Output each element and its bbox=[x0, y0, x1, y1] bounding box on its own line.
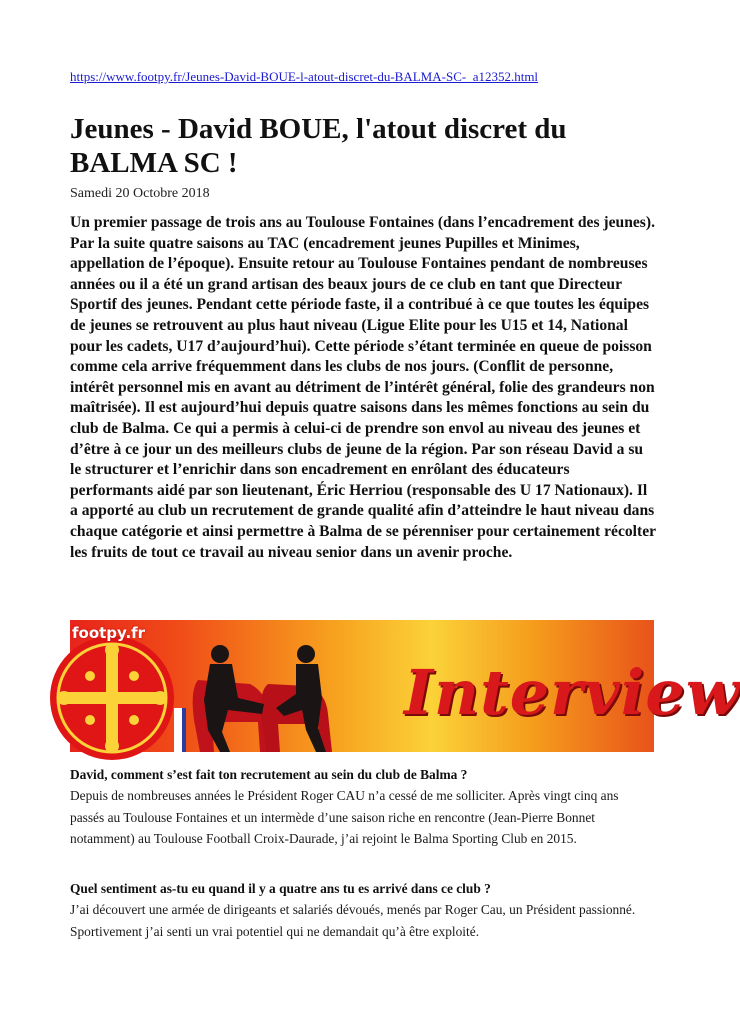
footpy-logo: footpy.fr bbox=[72, 624, 146, 642]
article-lead: Un premier passage de trois ans au Toulouse Fontaines (dans l’encadrement des jeunes). Par la suite quatre saisons au TAC (encadrement jeunes Pupilles et Minimes, appellation de l’époque). Ensuite retour au Toulouse Fontaines pendant de nombreuses années ou il a été un grand artisan des beaux jours de ce club en tant que Directeur Sportif des jeunes. Pendant cette période faste, il a contribué à ce que toutes les équipes de jeunes se retrouvent au plus haut niveau (Ligue Elite pour les U15 et 14, National pour les cadets, U17 d’aujourd’hui). Cette période s’étant terminée en queue de poisson comme cela arrive fréquemment dans les clubs de nos jours. (Conflit de personne, intérêt personnel mis en avant au détriment de l’intérêt général, folie des grandeurs non maîtrisée). Il est aujourd’hui depuis quatre saisons dans les mêmes fonctions au sein du club de Balma. Ce qui a permis à celui-ci de prendre son envol au niveau des jeunes et d’être à ce jour un des meilleurs clubs de jeune de la région. Par son réseau David a su le structurer et l’enrichir dans son encadrement en enrôlant des éducateurs performants aidé par son lieutenant, Éric Herriou (responsable des U 17 Nationaux). Il a apporté au club un recrutement de grande qualité afin d’atteindre le haut niveau dans chaque catégorie et ainsi permettre à Balma de se pérenniser pour certainement récolter les fruits de tout ce travail au niveau senior dans un avenir proche. bbox=[70, 214, 656, 561]
interview-answer-1: Depuis de nombreuses années le Président Roger CAU n’a cessé de me solliciter. Après vingt cinq ans passés au Toulouse Fontaines et un intermède d’une saison riche en rencontre (Jean-Pierre Bonnet notamment) au Toulouse Football Croix-Daurade, j’ai rejoint le Balma Sporting Club en 2015. bbox=[70, 788, 619, 846]
interview-heading: Interview bbox=[404, 656, 740, 729]
interview-answer-2: J’ai découvert une armée de dirigeants et salariés dévoués, menés par Roger Cau, un Président passionné. Sportivement j’ai senti un vrai potentiel qui ne demandait qu’à être exploité. bbox=[70, 902, 636, 939]
source-link[interactable]: https://www.footpy.fr/Jeunes-David-BOUE-l-atout-discret-du-BALMA-SC-_a12352.html bbox=[70, 69, 539, 84]
article-title: Jeunes - David BOUE, l'atout discret du BALMA SC ! bbox=[70, 113, 567, 179]
interview-question-2: Quel sentiment as-tu eu quand il y a quatre ans tu es arrivé dans ce club ? bbox=[70, 881, 491, 896]
interview-banner bbox=[70, 620, 740, 752]
article-date: Samedi 20 Octobre 2018 bbox=[70, 186, 210, 201]
interview-question-1: David, comment s’est fait ton recrutement au sein du club de Balma ? bbox=[70, 767, 468, 782]
